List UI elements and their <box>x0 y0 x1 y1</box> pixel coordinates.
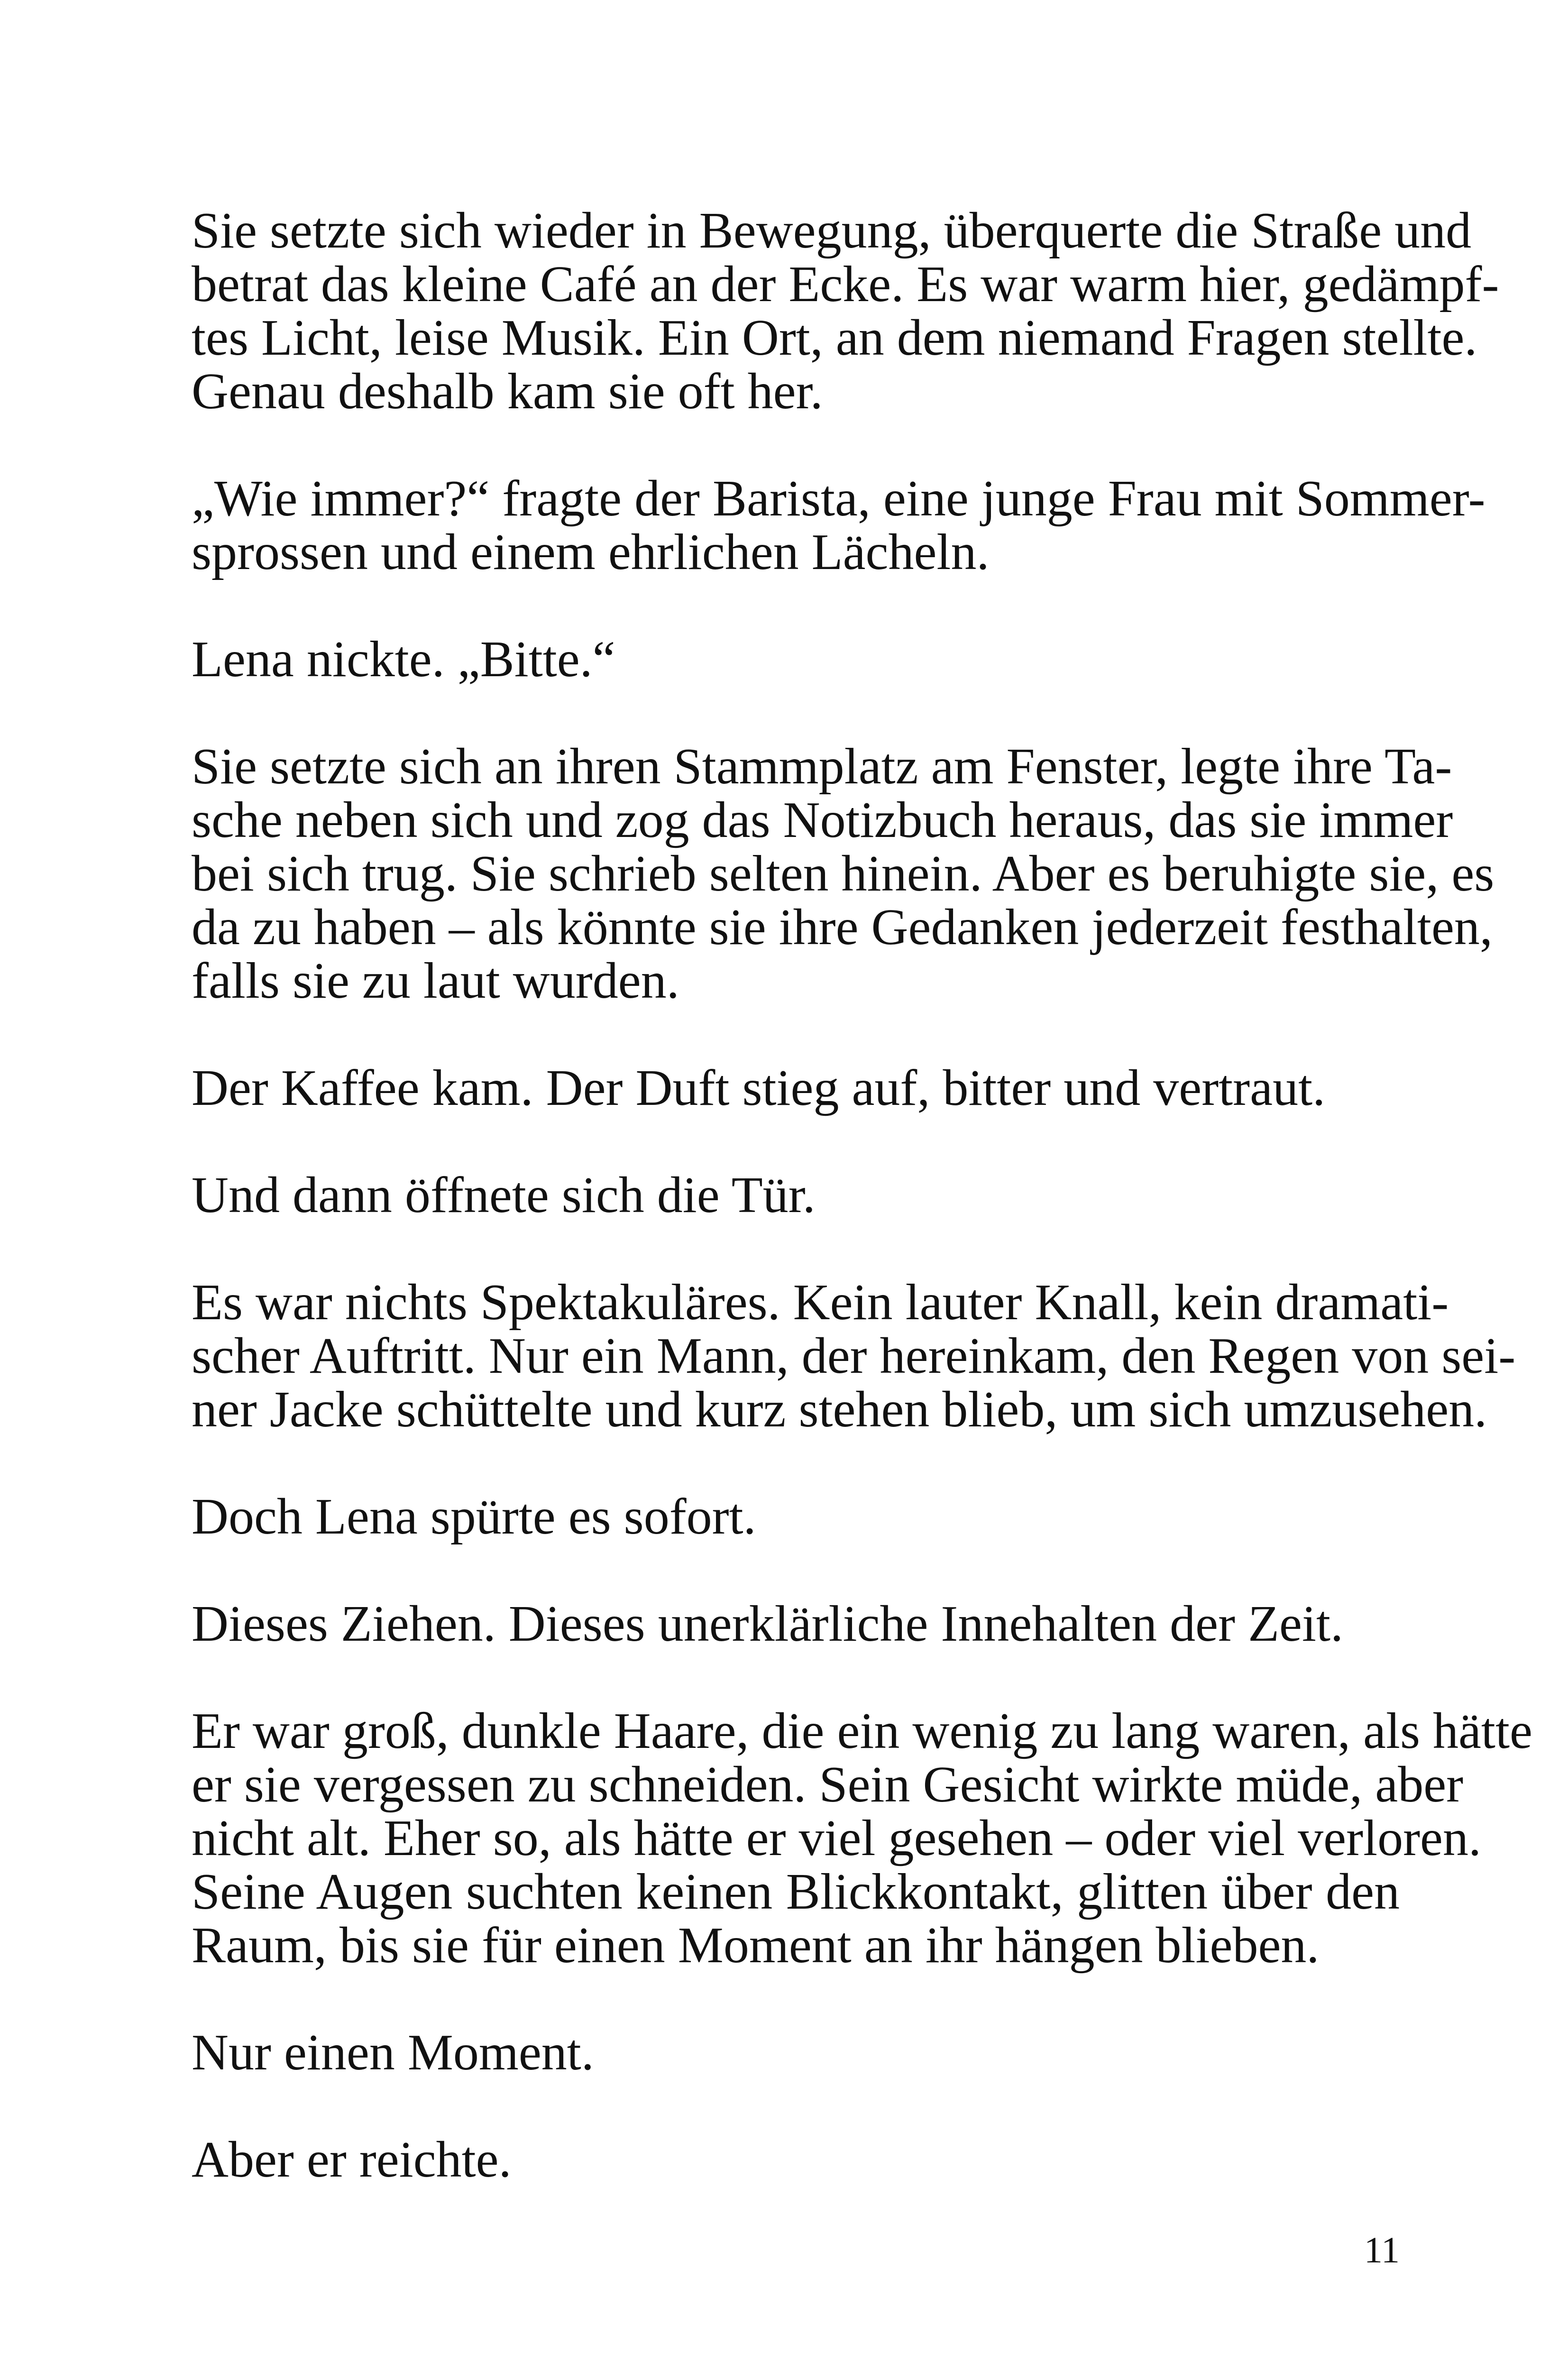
text-line: sche neben sich und zog das Notizbuch heraus, das sie immer <box>192 792 1453 848</box>
text-line: Nur einen Moment. <box>192 2024 594 2081</box>
paragraph <box>192 2133 1400 2187</box>
text-line: betrat das kleine Café an der Ecke. Es war warm hier, gedämpf- <box>192 256 1499 312</box>
paragraph <box>192 1703 1532 1974</box>
paragraph <box>192 2026 1400 2079</box>
text-line: Dieses Ziehen. Dieses unerklärliche Innehalten der Zeit. <box>192 1596 1343 1652</box>
text-line: tes Licht, leise Musik. Ein Ort, an dem niemand Fragen stellte. <box>192 310 1477 366</box>
text-line: Es war nichts Spektakuläres. Kein lauter Knall, kein dramati- <box>192 1274 1449 1331</box>
body-text <box>192 202 1532 2240</box>
text-line: ner Jacke schüttelte und kurz stehen blieb, um sich umzusehen. <box>192 1381 1487 1438</box>
page-number: 11 <box>1364 2229 1400 2270</box>
paragraph <box>192 470 1485 580</box>
text-line: Genau deshalb kam sie oft her. <box>192 363 823 420</box>
text-line: „Wie immer?“ fragte der Barista, eine junge Frau mit Sommer- <box>192 470 1485 527</box>
text-line: Aber er reichte. <box>192 2132 512 2188</box>
text-line: scher Auftritt. Nur ein Mann, der hereinkam, den Regen von sei- <box>192 1328 1516 1384</box>
text-line: sprossen und einem ehrlichen Lächeln. <box>192 524 990 580</box>
text-line: Raum, bis sie für einen Moment an ihr hängen blieben. <box>192 1917 1320 1974</box>
paragraph <box>192 1597 1400 1651</box>
paragraph <box>192 738 1495 1009</box>
text-line: Der Kaffee kam. Der Duft stieg auf, bitter und vertraut. <box>192 1060 1326 1116</box>
text-line: Und dann öffnete sich die Tür. <box>192 1167 816 1223</box>
text-line: Lena nickte. „Bitte.“ <box>192 631 615 688</box>
text-line: falls sie zu laut wurden. <box>192 953 679 1009</box>
text-line: Doch Lena spürte es sofort. <box>192 1489 756 1545</box>
text-line: Er war groß, dunkle Haare, die ein wenig zu lang waren, als hätte <box>192 1703 1532 1759</box>
text-line: bei sich trug. Sie schrieb selten hinein. Aber es beruhigte sie, es <box>192 845 1495 902</box>
text-line: Seine Augen suchten keinen Blickkontakt, glitten über den <box>192 1864 1400 1920</box>
paragraph <box>192 633 1400 686</box>
paragraph <box>192 1490 1400 1544</box>
paragraph <box>192 1061 1400 1115</box>
paragraph <box>192 202 1499 420</box>
text-line: Sie setzte sich wieder in Bewegung, überquerte die Straße und <box>192 202 1472 259</box>
text-line: nicht alt. Eher so, als hätte er viel gesehen – oder viel verloren. <box>192 1810 1481 1866</box>
text-line: Sie setzte sich an ihren Stammplatz am Fenster, legte ihre Ta- <box>192 738 1452 795</box>
paragraph <box>192 1168 1400 1222</box>
text-line: er sie vergessen zu schneiden. Sein Gesicht wirkte müde, aber <box>192 1756 1464 1813</box>
text-line: da zu haben – als könnte sie ihre Gedanken jederzeit festhalten, <box>192 899 1493 956</box>
paragraph <box>192 1274 1516 1438</box>
